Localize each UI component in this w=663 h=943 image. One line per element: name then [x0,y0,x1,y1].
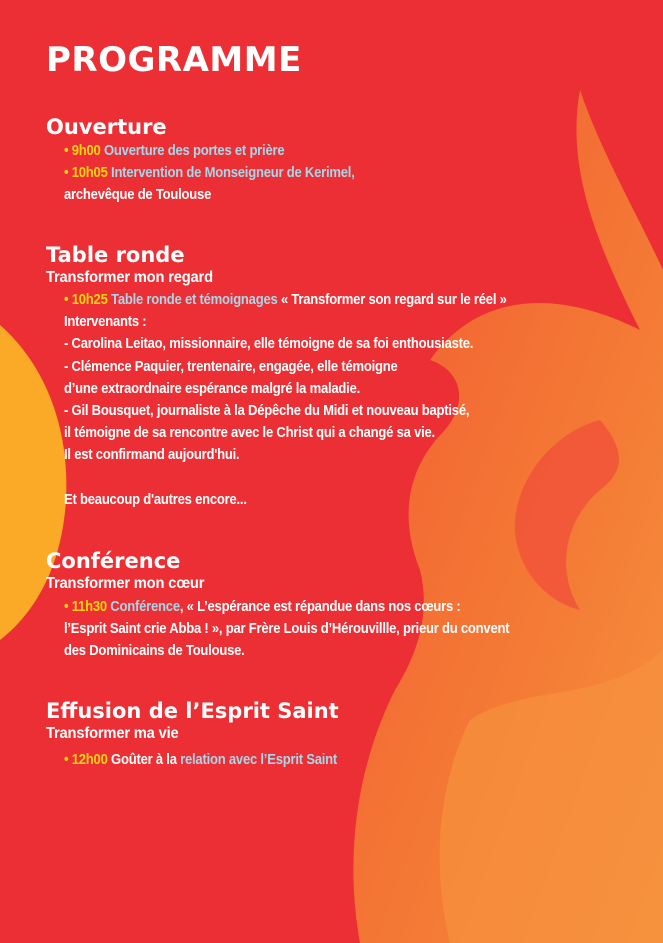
event-highlight: Table ronde et témoignages [111,292,278,308]
schedule-line [64,596,509,618]
event-text: il témoigne de sa rencontre avec le Christ qui a changé sa vie. [64,425,435,442]
section-title-conference: Conférence [46,549,181,573]
event-text: - Carolina Leitao, missionnaire, elle témoigne de sa foi enthousiaste. [64,336,474,353]
schedule-line [64,640,509,662]
section-subtitle: Transformer mon regard [46,269,213,286]
section-effusion-lines [64,749,337,771]
schedule-line [64,422,507,444]
event-text: - Clémence Paquier, trentenaire, engagée, elle témoigne [64,358,398,375]
time-label: • 11h30 [64,599,107,615]
schedule-line [64,749,337,771]
schedule-line [64,618,509,640]
event-text: Intervenants : [64,314,147,331]
schedule-line [64,184,355,206]
schedule-line [64,356,507,378]
schedule-line [64,311,507,333]
schedule-line [64,140,355,162]
section-subtitle: Transformer ma vie [46,725,179,742]
schedule-line [64,378,507,400]
schedule-line [64,333,507,355]
page-title: PROGRAMME [46,40,302,80]
event-text: Il est confirmand aujourd'hui. [64,447,240,464]
event-highlight: relation avec l’Esprit Saint [180,752,338,768]
schedule-line [64,289,507,311]
schedule-line [64,444,507,466]
schedule-line [64,400,507,422]
schedule-line [64,467,507,489]
event-text: Goûter à la [111,752,177,768]
event-text: archevêque de Toulouse [64,187,212,204]
section-conference-lines [64,596,509,663]
schedule-line [64,162,355,184]
time-label: • 9h00 [64,143,101,159]
section-ouverture-lines [64,140,355,207]
event-highlight: Conférence [110,599,180,615]
event-text: Et beaucoup d'autres encore... [64,491,247,508]
event-highlight: Intervention de Monseigneur de Kerimel, [111,165,355,182]
section-table-ronde-lines [64,289,507,511]
event-text: , « L’espérance est répandue dans nos cœurs : [179,599,461,615]
event-text: - Gil Bousquet, journaliste à la Dépêche du Midi et nouveau baptisé, [64,402,470,419]
section-title-effusion: Effusion de l’Esprit Saint [46,699,339,723]
section-title-table-ronde: Table ronde [46,243,185,267]
time-label: • 12h00 [64,752,108,768]
section-title-ouverture: Ouverture [46,115,167,139]
event-text: d’une extraordnaire espérance malgré la maladie. [64,380,361,397]
section-subtitle: Transformer mon cœur [46,575,205,592]
time-label: • 10h05 [64,165,108,182]
schedule-line [64,489,507,511]
event-text: « Transformer son regard sur le réel » [280,292,507,308]
event-text: l’Esprit Saint crie Abba ! », par Frère Louis d’Hérouvillle, prieur du convent [64,621,510,638]
event-text: des Dominicains de Toulouse. [64,643,245,660]
event-highlight: Ouverture des portes et prière [103,143,285,159]
time-label: • 10h25 [64,292,108,308]
